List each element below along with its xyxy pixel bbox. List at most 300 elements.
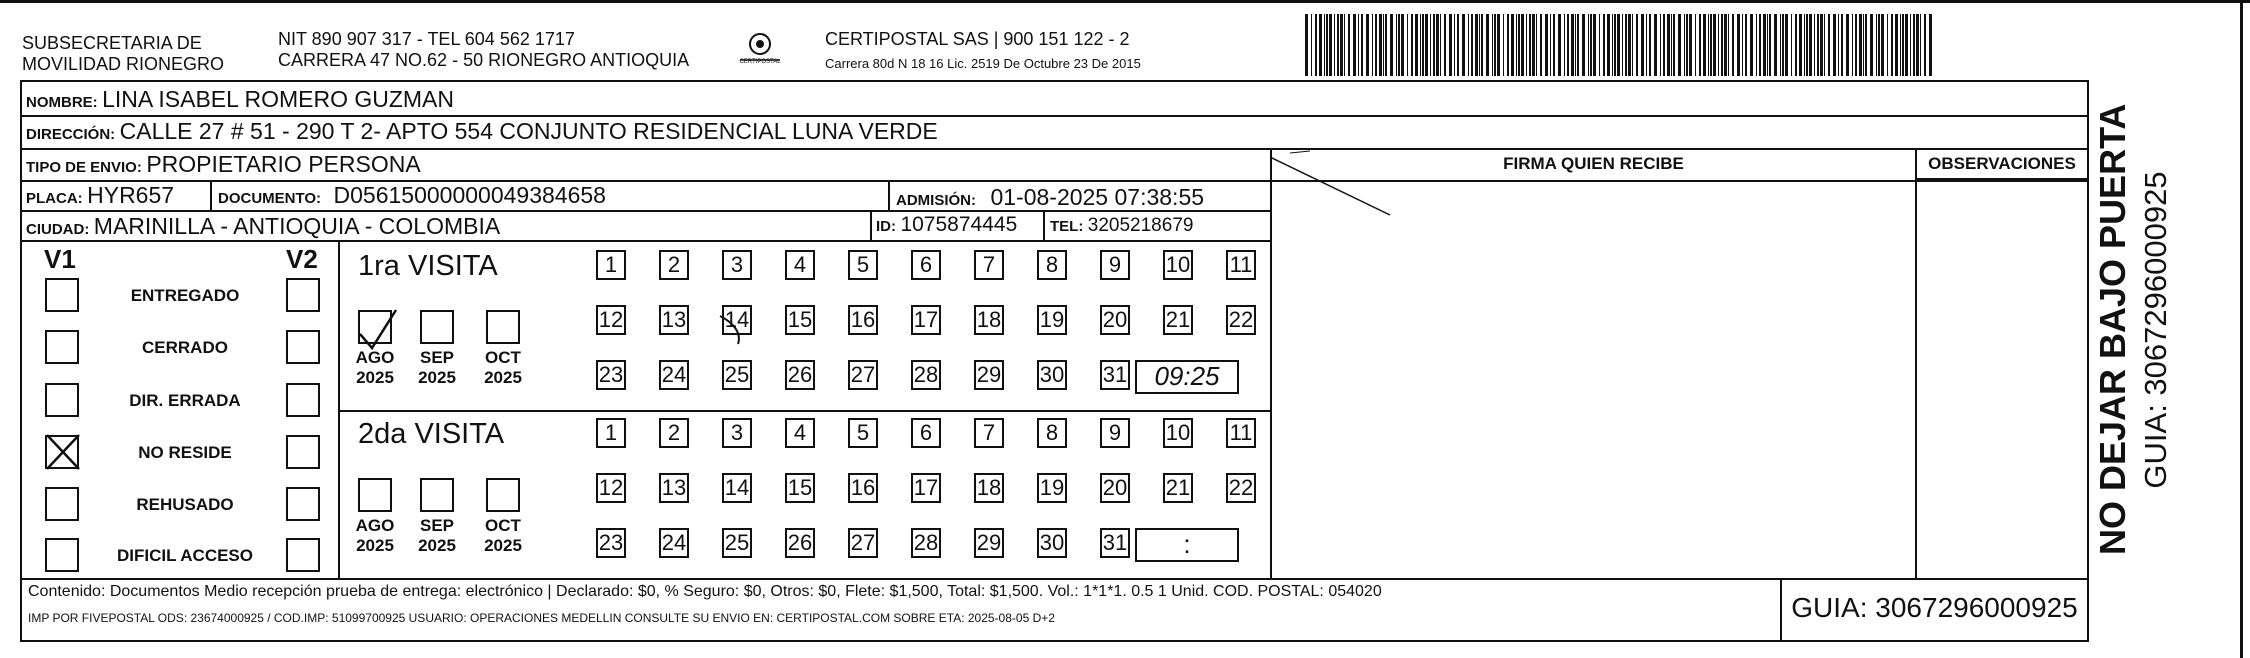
admission-label: ADMISIÓN: — [896, 192, 976, 209]
day-box[interactable]: 18 — [974, 305, 1004, 335]
year-label: 2025 — [356, 368, 394, 387]
name-row — [26, 86, 454, 113]
day-box[interactable]: 7 — [974, 418, 1004, 448]
day-box[interactable]: 2 — [659, 250, 689, 280]
footer-content: Contenido: Documentos Medio recepción prueba de entrega: electrónico | Declarado: $0, % Seguro: $0, Otros: $0, Flete: $1,500, Total: $1,500. Vol.: 1*1*1. 0.5 1 Unid. COD. POSTAL: 054020 — [28, 583, 1382, 600]
barcode-bar — [1870, 14, 1873, 76]
year-label: 2025 — [484, 536, 522, 555]
barcode-bar — [1420, 14, 1421, 76]
day-box[interactable]: 2 — [659, 418, 689, 448]
month-checkbox[interactable] — [486, 310, 520, 344]
barcode-bar — [1900, 14, 1901, 76]
day14-scribble — [712, 312, 752, 348]
day-box[interactable]: 25 — [722, 360, 752, 390]
city-value: MARINILLA - ANTIOQUIA - COLOMBIA — [93, 213, 501, 239]
v2-checkbox[interactable] — [286, 330, 320, 364]
day-box[interactable]: 12 — [596, 305, 626, 335]
barcode-bar — [1366, 14, 1369, 76]
day-box[interactable]: 15 — [785, 305, 815, 335]
day-box[interactable]: 4 — [785, 418, 815, 448]
barcode-bar — [1841, 14, 1843, 76]
courier-license: Carrera 80d N 18 16 Lic. 2519 De Octubre 23 De 2015 — [825, 56, 1141, 71]
barcode-bar — [1785, 14, 1788, 76]
v1-checkbox[interactable] — [45, 330, 79, 364]
month-label: SEP — [419, 348, 455, 367]
day-box[interactable]: 1 — [596, 250, 626, 280]
day-box[interactable]: 19 — [1037, 305, 1067, 335]
barcode-bar — [1887, 14, 1888, 76]
tel-row — [1050, 215, 1193, 237]
barcode-bar — [1732, 14, 1734, 76]
side-warning: NO DEJAR BAJO PUERTA — [2092, 103, 2133, 555]
barcode-bar — [1407, 14, 1408, 76]
status-option-label: CERRADO — [142, 338, 228, 357]
barcode-bar — [1475, 14, 1478, 76]
barcode-bar — [1820, 14, 1823, 76]
barcode-bar — [1728, 14, 1729, 76]
barcode-bar — [1824, 14, 1825, 76]
day-box[interactable]: 18 — [974, 473, 1004, 503]
tel-value: 3205218679 — [1087, 215, 1194, 236]
day-box[interactable]: 4 — [785, 250, 815, 280]
barcode-bar — [1433, 14, 1435, 76]
day-box[interactable]: 6 — [911, 250, 941, 280]
barcode-bar — [1756, 14, 1757, 76]
barcode-bar — [1617, 14, 1620, 76]
month-label: OCT — [485, 348, 521, 367]
barcode-bar — [1415, 14, 1418, 76]
admission-row — [896, 184, 1204, 211]
time-field[interactable]: 09:25 — [1135, 360, 1239, 394]
barcode-bar — [1379, 14, 1382, 76]
barcode-bar — [1852, 14, 1853, 76]
barcode-bar — [1929, 14, 1932, 76]
day-box[interactable]: 6 — [911, 418, 941, 448]
barcode-bar — [1492, 14, 1493, 76]
barcode-bar — [1607, 14, 1610, 76]
day-box[interactable]: 12 — [596, 473, 626, 503]
barcode-bar — [1804, 14, 1805, 76]
barcode-bar — [1920, 14, 1921, 76]
barcode-bar — [1436, 14, 1439, 76]
barcode-bar — [1518, 14, 1520, 76]
v1-checkbox[interactable] — [45, 383, 79, 417]
barcode-bar — [1532, 14, 1535, 76]
month-checkbox[interactable] — [420, 478, 454, 512]
barcode-bar — [1422, 14, 1424, 76]
day-box[interactable]: 30 — [1037, 360, 1067, 390]
month-label: OCT — [485, 516, 521, 535]
barcode-bar — [1305, 14, 1308, 76]
day-box[interactable]: 8 — [1037, 418, 1067, 448]
barcode-bar — [1684, 14, 1685, 76]
day-box[interactable]: 16 — [848, 305, 878, 335]
barcode-bar — [1348, 14, 1350, 76]
day-box[interactable]: 14 — [722, 473, 752, 503]
day-box[interactable]: 13 — [659, 305, 689, 335]
day-box[interactable]: 24 — [659, 528, 689, 558]
v2-label: V2 — [286, 244, 318, 274]
barcode-bar — [1913, 14, 1915, 76]
visit2-title: 2da VISITA — [358, 418, 505, 450]
barcode-bar — [1375, 14, 1377, 76]
barcode-bar — [1462, 14, 1465, 76]
barcode-bar — [1737, 14, 1740, 76]
name-label: NOMBRE: — [26, 94, 98, 111]
id-label: ID: — [876, 218, 896, 235]
day-box[interactable]: 16 — [848, 473, 878, 503]
shipment-type: PROPIETARIO PERSONA — [146, 151, 421, 177]
barcode-bar — [1398, 14, 1400, 76]
barcode-bar — [1905, 14, 1908, 76]
day-box[interactable]: 9 — [1100, 250, 1130, 280]
barcode-bar — [1703, 14, 1706, 76]
day-box[interactable]: 17 — [911, 473, 941, 503]
address-label: DIRECCIÓN: — [26, 126, 116, 143]
barcode-bar — [1383, 14, 1384, 76]
nit-line: NIT 890 907 317 - TEL 604 562 1717 — [278, 29, 575, 49]
v1-checkbox[interactable] — [45, 435, 79, 469]
address-row — [26, 118, 938, 145]
barcode-bar — [1838, 14, 1839, 76]
barcode-bar — [1660, 14, 1661, 76]
barcode-bar — [1468, 14, 1469, 76]
day-box[interactable]: 27 — [848, 360, 878, 390]
observations-label: OBSERVACIONES — [1928, 154, 2076, 173]
firma-label: FIRMA QUIEN RECIBE — [1503, 154, 1684, 173]
barcode-bar — [1571, 14, 1574, 76]
barcode-bar — [1713, 14, 1716, 76]
barcode-bar — [1590, 14, 1592, 76]
barcode-bar — [1742, 14, 1743, 76]
barcode-bar — [1769, 14, 1771, 76]
barcode-bar — [1582, 14, 1585, 76]
barcode-bar — [1550, 14, 1551, 76]
barcode-bar — [1699, 14, 1701, 76]
barcode-bar — [1924, 14, 1926, 76]
day-box[interactable]: 21 — [1163, 473, 1193, 503]
day-box[interactable]: 26 — [785, 360, 815, 390]
recipient-name: LINA ISABEL ROMERO GUZMAN — [102, 86, 455, 112]
top-border — [0, 0, 2250, 3]
courier-info — [825, 29, 1141, 74]
barcode-bar — [1780, 14, 1781, 76]
day-box[interactable]: 19 — [1037, 473, 1067, 503]
id-row — [876, 213, 1017, 237]
day-box[interactable]: 5 — [848, 418, 878, 448]
document-value: D05615000000049384658 — [333, 182, 606, 208]
barcode-bar — [1361, 14, 1363, 76]
admission-value: 01-08-2025 07:38:55 — [990, 184, 1205, 210]
month-label: AGO — [355, 516, 395, 535]
barcode-bar — [1654, 14, 1657, 76]
barcode-bar — [1344, 14, 1345, 76]
day-box[interactable]: 26 — [785, 528, 815, 558]
day-box[interactable]: 20 — [1100, 305, 1130, 335]
v1-checkbox[interactable] — [45, 278, 79, 312]
barcode-bar — [1791, 14, 1792, 76]
barcode-bar — [1763, 14, 1766, 76]
barcode-bar — [1724, 14, 1727, 76]
barcode-bar — [1329, 14, 1332, 76]
barcode-bar — [1503, 14, 1504, 76]
day-box[interactable]: 20 — [1100, 473, 1130, 503]
tel-label: TEL: — [1050, 218, 1084, 235]
barcode-bar — [1799, 14, 1802, 76]
barcode-bar — [1865, 14, 1867, 76]
barcode-bar — [1521, 14, 1524, 76]
barcode-bar — [1457, 14, 1459, 76]
barcode-bar — [1529, 14, 1531, 76]
v2-checkbox[interactable] — [286, 383, 320, 417]
v1-checkbox[interactable] — [45, 538, 79, 572]
barcode-bar — [1625, 14, 1627, 76]
v2-checkbox[interactable] — [286, 435, 320, 469]
barcode-bar — [1575, 14, 1576, 76]
barcode-bar — [1686, 14, 1688, 76]
type-label: TIPO DE ENVIO: — [26, 159, 142, 176]
org-line1: SUBSECRETARIA DE — [22, 33, 202, 53]
barcode-bar — [1614, 14, 1616, 76]
barcode-bar — [1440, 14, 1441, 76]
barcode-bar — [1319, 14, 1322, 76]
year-label: 2025 — [484, 368, 522, 387]
barcode-bar — [1902, 14, 1904, 76]
day-box[interactable]: 28 — [911, 360, 941, 390]
day-box[interactable]: 31 — [1100, 528, 1130, 558]
recipient-address: CALLE 27 # 51 - 290 T 2- APTO 554 CONJUNTO RESIDENCIAL LUNA VERDE — [119, 118, 938, 144]
barcode-bar — [1708, 14, 1709, 76]
barcode-bar — [1795, 14, 1797, 76]
day-box[interactable]: 3 — [722, 250, 752, 280]
id-value: 1075874445 — [900, 213, 1018, 236]
month-label: SEP — [419, 516, 455, 535]
day-box[interactable]: 30 — [1037, 528, 1067, 558]
barcode-bar — [1855, 14, 1857, 76]
day-box[interactable]: 11 — [1226, 418, 1256, 448]
barcode-bar — [1372, 14, 1373, 76]
day-box[interactable]: 28 — [911, 528, 941, 558]
barcode-bar — [1326, 14, 1328, 76]
day-box[interactable]: 14 — [722, 305, 752, 335]
barcode-bar — [1689, 14, 1692, 76]
status-option-label: ENTREGADO — [130, 286, 240, 305]
month-checkbox[interactable] — [358, 478, 392, 512]
barcode-bar — [1910, 14, 1911, 76]
barcode-bar — [1641, 14, 1644, 76]
barcode-bar — [1358, 14, 1359, 76]
day-box[interactable]: 10 — [1163, 250, 1193, 280]
barcode-bar — [1710, 14, 1712, 76]
v2-checkbox[interactable] — [286, 487, 320, 521]
barcode-bar — [1750, 14, 1753, 76]
day-box[interactable]: 21 — [1163, 305, 1193, 335]
barcode-bar — [1678, 14, 1681, 76]
barcode-bar — [1671, 14, 1672, 76]
logo-text: CERTIPOSTAL — [739, 59, 781, 65]
day-box[interactable]: 23 — [596, 528, 626, 558]
day-box[interactable]: 29 — [974, 528, 1004, 558]
barcode-bar — [1718, 14, 1719, 76]
barcode-bar — [1667, 14, 1670, 76]
barcode-bar — [1649, 14, 1651, 76]
address-line: CARRERA 47 NO.62 - 50 RIONEGRO ANTIOQUIA — [278, 50, 690, 70]
type-row — [26, 151, 421, 178]
barcode-bar — [1774, 14, 1777, 76]
day-box[interactable]: 3 — [722, 418, 752, 448]
plate-value: HYR657 — [87, 182, 175, 208]
barcode-bar — [1311, 14, 1312, 76]
barcode-bar — [1385, 14, 1387, 76]
year-label: 2025 — [356, 536, 394, 555]
status-option-label: DIFICIL ACCESO — [116, 546, 253, 565]
barcode-bar — [1449, 14, 1452, 76]
day-box[interactable]: 17 — [911, 305, 941, 335]
barcode-bar — [1390, 14, 1393, 76]
barcode-bar — [1673, 14, 1675, 76]
barcode-bar — [1430, 14, 1431, 76]
barcode-bar — [1636, 14, 1638, 76]
day-box[interactable]: 5 — [848, 250, 878, 280]
barcode-bar — [1759, 14, 1761, 76]
barcode-bar — [1486, 14, 1489, 76]
day-box[interactable]: 24 — [659, 360, 689, 390]
barcode-bar — [1454, 14, 1455, 76]
barcode-bar — [1767, 14, 1768, 76]
day-box[interactable]: 23 — [596, 360, 626, 390]
barcode-bar — [1526, 14, 1527, 76]
barcode-bar — [1863, 14, 1864, 76]
barcode-bar — [1315, 14, 1317, 76]
status-option-label: DIR. ERRADA — [129, 391, 241, 410]
document-label: DOCUMENTO: — [218, 190, 322, 207]
barcode-bar — [1558, 14, 1561, 76]
barcode-bar — [1891, 14, 1893, 76]
barcode-bar — [1599, 14, 1600, 76]
day-box[interactable]: 1 — [596, 418, 626, 448]
barcode-bar — [1425, 14, 1428, 76]
day-box[interactable]: 22 — [1226, 305, 1256, 335]
day-box[interactable]: 15 — [785, 473, 815, 503]
v2-checkbox[interactable] — [286, 278, 320, 312]
barcode-bar — [1540, 14, 1542, 76]
x-mark-icon — [43, 429, 83, 473]
barcode-bar — [1494, 14, 1496, 76]
day-box[interactable]: 27 — [848, 528, 878, 558]
barcode-bar — [1809, 14, 1812, 76]
day-box[interactable]: 11 — [1226, 250, 1256, 280]
barcode-bar — [1663, 14, 1665, 76]
barcode-bar — [1536, 14, 1537, 76]
barcode-bar — [1444, 14, 1446, 76]
day-box[interactable]: 31 — [1100, 360, 1130, 390]
document-row — [218, 182, 606, 209]
barcode-bar — [1782, 14, 1784, 76]
certipostal-logo-icon — [735, 30, 785, 70]
barcode-bar — [1833, 14, 1836, 76]
barcode-bar — [1895, 14, 1898, 76]
org-line2: MOVILIDAD RIONEGRO — [22, 54, 225, 74]
barcode-bar — [1745, 14, 1747, 76]
side-guia: GUIA: 3067296000925 — [2138, 171, 2173, 489]
day-box[interactable]: 25 — [722, 528, 752, 558]
barcode-bar — [1337, 14, 1339, 76]
barcode-bar — [1564, 14, 1565, 76]
barcode-bar — [1507, 14, 1509, 76]
barcode-bar — [1721, 14, 1723, 76]
barcode-bar — [1553, 14, 1555, 76]
barcode-bar — [1396, 14, 1397, 76]
v1-checkbox[interactable] — [45, 487, 79, 521]
status-option-label: REHUSADO — [136, 495, 234, 514]
courier-line: CERTIPOSTAL SAS | 900 151 122 - 2 — [825, 29, 1130, 49]
plate-label: PLACA: — [26, 190, 83, 207]
barcode-bar — [1603, 14, 1605, 76]
barcode-bar — [1817, 14, 1819, 76]
barcode-bar — [1545, 14, 1548, 76]
barcode-bar — [1401, 14, 1404, 76]
visit1-title: 1ra VISITA — [358, 250, 498, 282]
day-box[interactable]: 13 — [659, 473, 689, 503]
status-option-label: NO RESIDE — [138, 443, 232, 462]
day-box[interactable]: 10 — [1163, 418, 1193, 448]
barcode-bar — [1806, 14, 1808, 76]
day-box[interactable]: 7 — [974, 250, 1004, 280]
day-box[interactable]: 9 — [1100, 418, 1130, 448]
signature-stroke — [1250, 145, 1410, 225]
barcode-bar — [1859, 14, 1862, 76]
day-box[interactable]: 8 — [1037, 250, 1067, 280]
year-label: 2025 — [418, 536, 456, 555]
barcode-bar — [1632, 14, 1633, 76]
barcode-bar — [1876, 14, 1877, 76]
barcode-bar — [1628, 14, 1631, 76]
v1-label: V1 — [44, 244, 76, 274]
org-name — [22, 33, 224, 75]
visit1-month-checkmark — [356, 308, 400, 352]
barcode-bar — [1622, 14, 1623, 76]
barcode-bar — [1516, 14, 1517, 76]
year-label: 2025 — [418, 368, 456, 387]
barcode-bar — [1411, 14, 1413, 76]
barcode-bar — [1471, 14, 1473, 76]
month-label: AGO — [355, 348, 395, 367]
barcode-bar — [1353, 14, 1356, 76]
org-contact — [278, 29, 689, 71]
barcode-bar — [1334, 14, 1335, 76]
barcode-bar — [1612, 14, 1613, 76]
barcode-bar — [1324, 14, 1325, 76]
right-border — [2240, 0, 2243, 658]
time-field[interactable]: : — [1135, 528, 1239, 562]
day-box[interactable]: 22 — [1226, 473, 1256, 503]
plate-row — [26, 182, 174, 209]
barcode-bar — [1588, 14, 1589, 76]
barcode — [1305, 14, 1935, 76]
barcode-bar — [1646, 14, 1647, 76]
barcode-bar — [1878, 14, 1880, 76]
barcode-bar — [1567, 14, 1569, 76]
barcode-bar — [1814, 14, 1815, 76]
day-box[interactable]: 29 — [974, 360, 1004, 390]
barcode-bar — [1340, 14, 1343, 76]
v2-checkbox[interactable] — [286, 538, 320, 572]
month-checkbox[interactable] — [486, 478, 520, 512]
footer-guia: GUIA: 3067296000925 — [1791, 592, 2078, 623]
month-checkbox[interactable] — [420, 310, 454, 344]
barcode-bar — [1828, 14, 1830, 76]
barcode-bar — [1695, 14, 1696, 76]
